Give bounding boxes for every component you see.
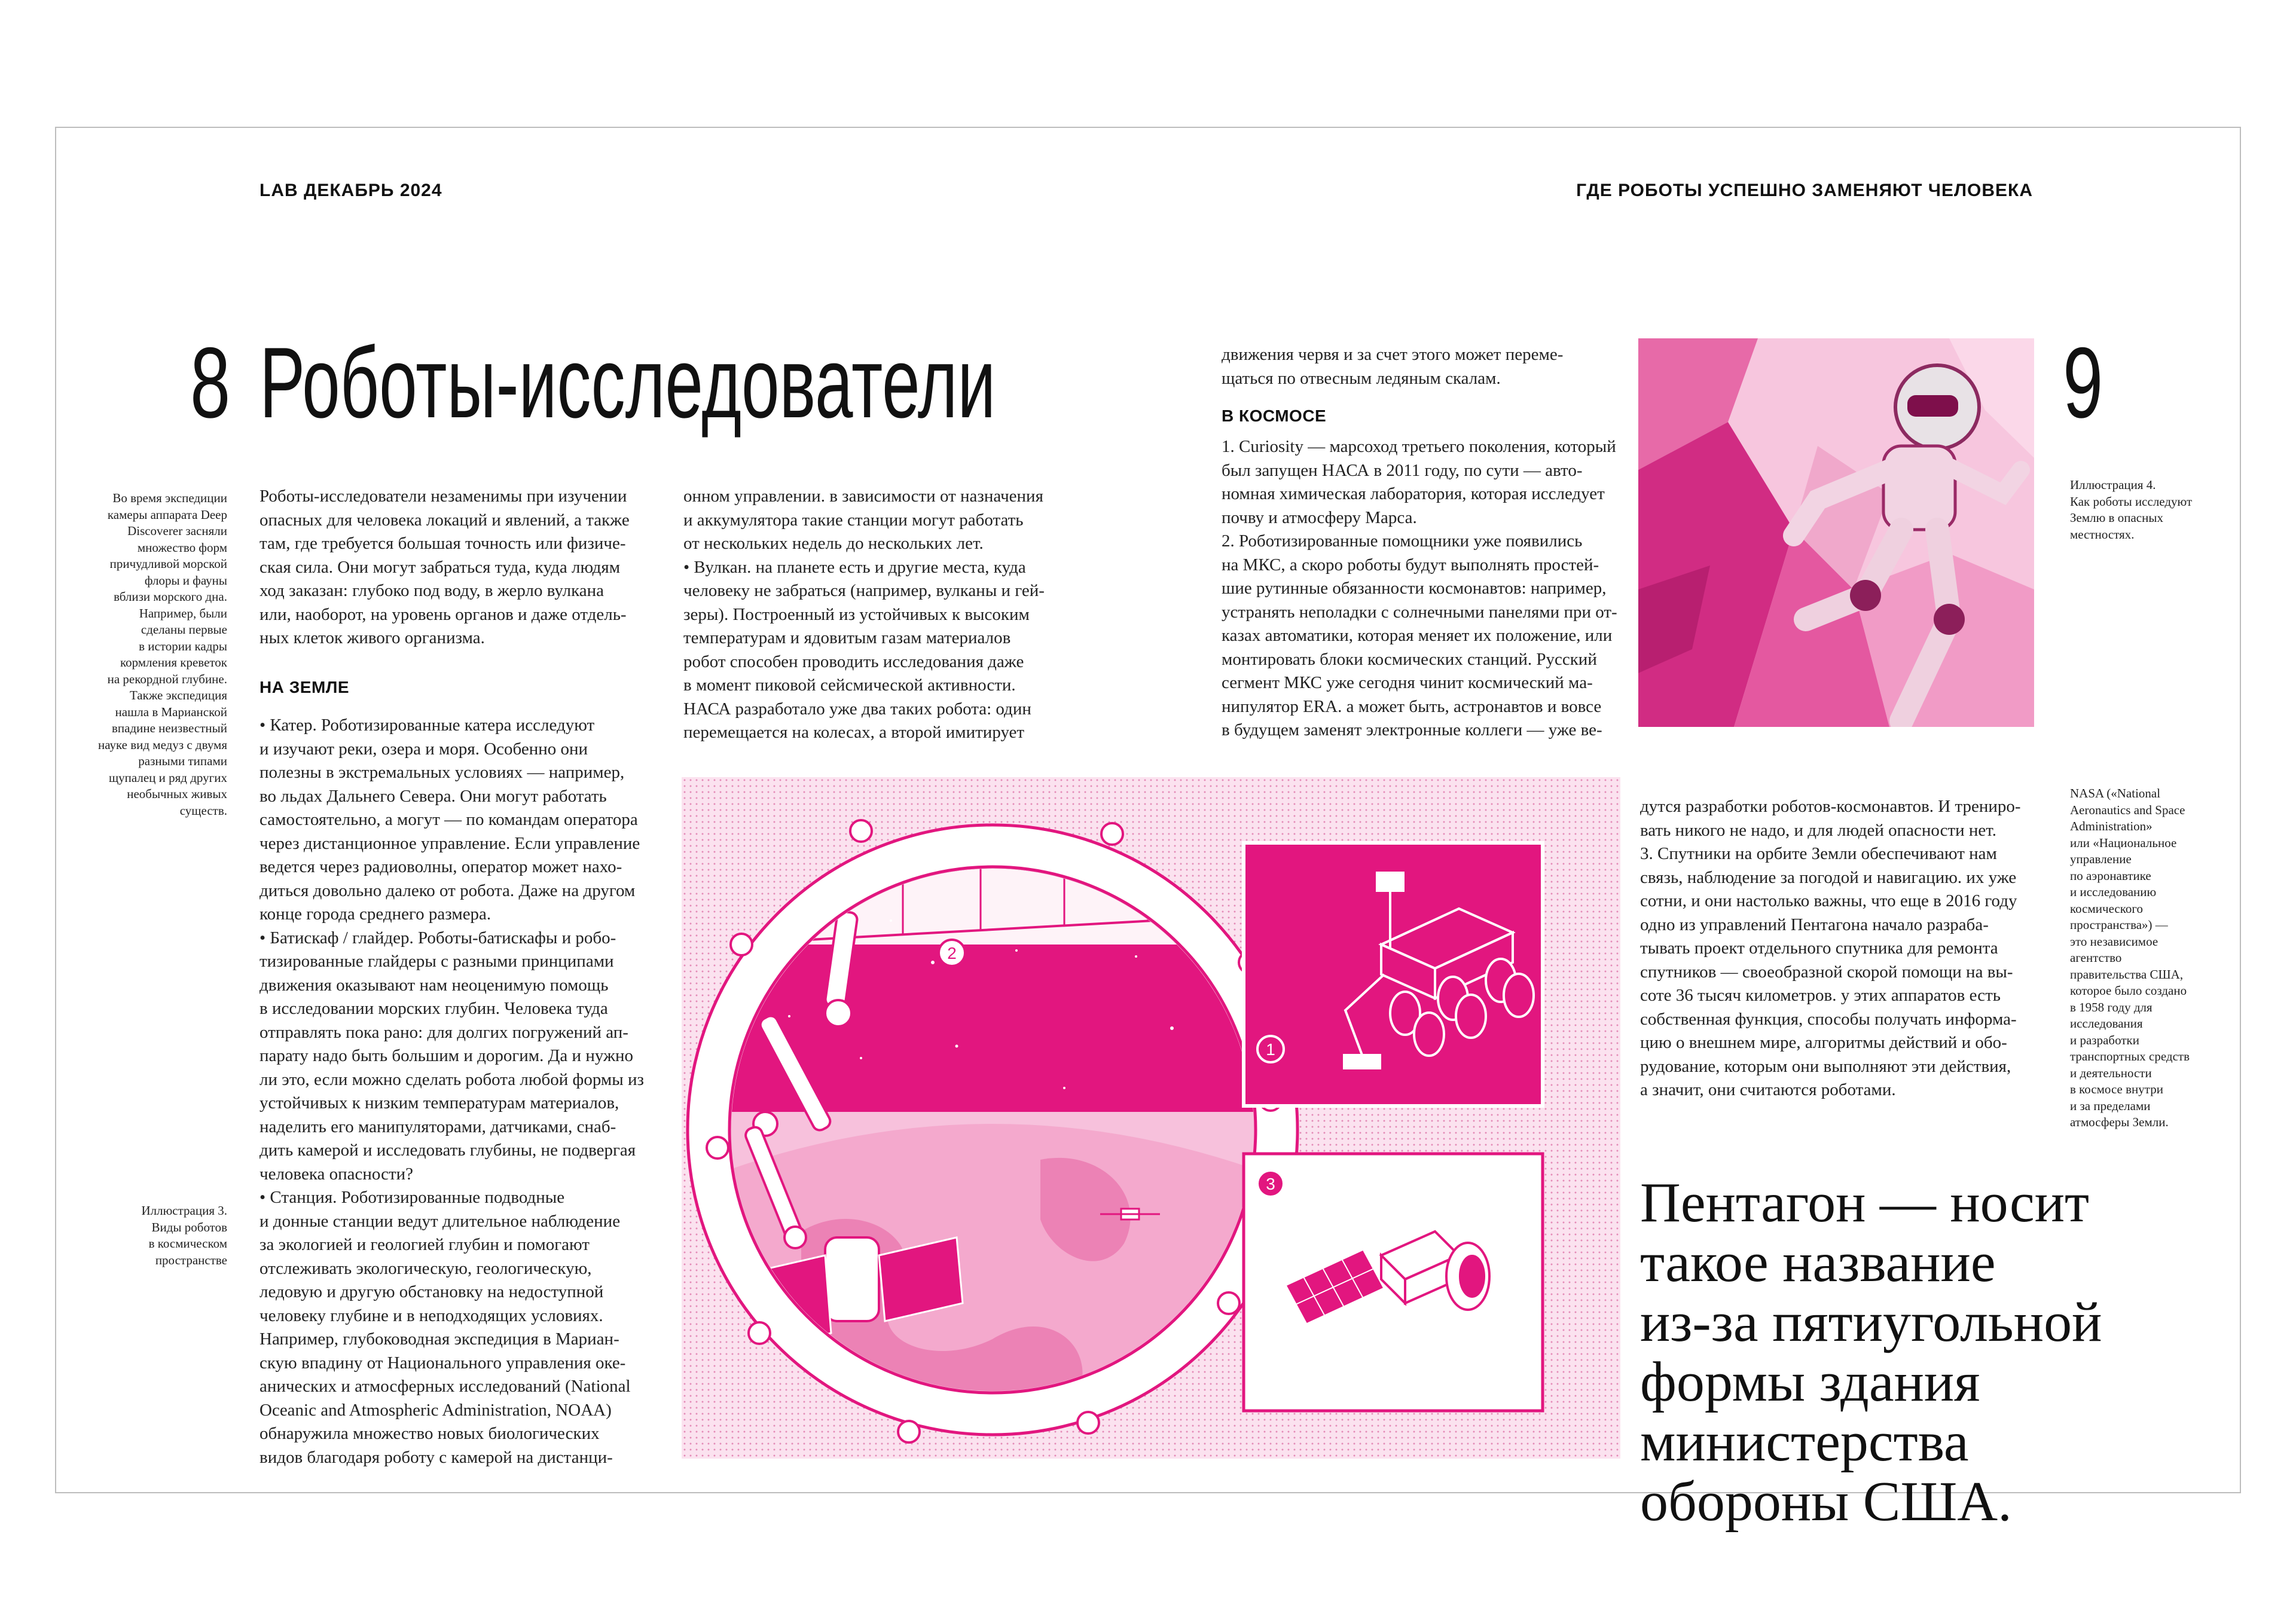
text-line: одно из управлений Пентагона начало разраба- [1640,915,1989,934]
caption-line: в космическом [148,1236,227,1251]
caption-line: Aeronautics and Space [2070,802,2185,817]
text-line: 3. Спутники на орбите Земли обеспечивают нам [1640,844,1997,863]
caption-line: местностях. [2070,527,2135,542]
issue-label: LAB ДЕКАБРЬ 2024 [259,181,442,200]
caption-line: флоры и фауны [144,573,227,588]
text-line: дить камерой и исследовать глубины, не подвергая [259,1141,636,1160]
text-line: парату надо быть большим и дорогим. Да и нужно [259,1046,634,1065]
text-line: ская сила. Они могут забраться туда, куда людям [259,557,621,577]
caption-line: которое было создано [2070,983,2187,998]
caption-line: это независимое [2070,934,2158,949]
caption-line: управление [2070,852,2132,866]
quote-line: Пентагон — носит [1640,1172,2090,1234]
text-line: связь, наблюдение за погодой и навигацию. их уже [1640,867,2017,887]
text-line: 1. Curiosity — марсоход третьего поколения, который [1222,437,1616,456]
caption-line: и за пределами [2070,1098,2151,1113]
caption-line: NASA («National [2070,786,2161,800]
text-line: цию о внешнем мире, алгоритмы действий и обо- [1640,1033,2007,1052]
caption-line: в 1958 году для [2070,1000,2152,1014]
caption-line: множество форм [137,540,227,555]
caption-line: атмосферы Земли. [2070,1115,2169,1129]
text-line: анических и атмосферных исследований (National [259,1377,631,1396]
text-line: диться довольно далеко от робота. Даже на другом [259,881,636,900]
text-line: конце города среднего размера. [259,904,491,924]
text-line: • Катер. Роботизированные катера исследуют [259,716,595,735]
text-line: вать никого не надо, и для людей опасности нет. [1640,820,1997,840]
text-line: нипулятор ERA. а может быть, астронавтов и вовсе [1222,696,1602,716]
text-line: собственная функция, способы получать информа- [1640,1009,2017,1029]
earth-robots-text [259,714,666,1469]
text-line: полезны в экстремальных условиях — например, [259,763,625,782]
text-line: ведется через радиоволны, оператор может нахо- [259,857,622,876]
text-line: за экологией и геологией глубин и помогают [259,1235,590,1254]
caption-line: пространстве [155,1252,227,1267]
caption-line: впадине неизвестный [111,721,227,735]
label-rover: 1 [1266,1040,1275,1059]
text-line: сегмент МКС уже сегодня чинит космический ма- [1222,673,1593,692]
caption-line: причудливой морской [109,557,227,571]
text-line: Роботы-исследователи незаменимы при изучении [259,487,627,506]
caption-line: необычных живых [127,787,227,801]
caption-line: космического [2070,901,2143,916]
text-line: отслеживать экологическую, геологическую, [259,1258,592,1278]
text-line: температурам и ядовитым газам материалов [683,628,1011,647]
caption-line: существ. [179,803,227,818]
text-line: • Батискаф / глайдер. Роботы-батискафы и робо- [259,928,616,947]
text-line: и изучают реки, озера и моря. Особенно они [259,739,588,759]
space-robots-text [1222,435,1640,742]
text-line: сотни, и они настолько важны, что еще в 2016 году [1640,891,2017,910]
caption-line: пространства») — [2070,918,2168,932]
text-line: Например, глубоководная экспедиция в Мариан- [259,1329,619,1349]
quote-line: такое название [1640,1231,1996,1294]
text-line: ли это, если можно сделать робота любой формы из [259,1069,644,1089]
quote-line: формы здания [1640,1351,1980,1413]
quote-line: обороны США. [1640,1471,2012,1533]
pull-quote [1640,1173,2102,1532]
text-line: был запущен НАСА в 2011 году, по сути — авто- [1222,460,1583,480]
caption-line: и исследованию [2070,885,2157,899]
satellites-text [1640,795,2047,1102]
caption-line: или «Национальное [2070,835,2177,850]
text-line: наделить его манипуляторами, датчиками, снаб- [259,1117,616,1136]
caption-line: Administration» [2070,819,2152,833]
text-line: там, где требуется большая точность или физиче- [259,534,626,553]
text-line: а значит, они считаются роботами. [1640,1080,1896,1099]
text-line: самостоятельно, а могут — по командам оператора [259,810,638,829]
text-line: человеку не забраться (например, вулканы и гей- [683,581,1045,600]
section-label: ГДЕ РОБОТЫ УСПЕШНО ЗАМЕНЯЮТ ЧЕЛОВЕКА [1576,181,2033,200]
continuation-text [1222,343,1640,390]
text-line: ход заказан: глубоко под воду, в жерло вулкана [259,581,604,600]
caption-line: Discoverer засняли [127,524,227,538]
caption-line: нашла в Марианской [115,704,227,719]
text-line: в исследовании морских глубин. Человека туда [259,999,608,1018]
heading-on-earth: НА ЗЕМЛЕ [259,678,350,696]
page-number-left: 8 [190,326,231,439]
text-line: казах автоматики, которая меняет их положение, или [1222,626,1613,645]
text-line: и донные станции ведут длительное наблюдение [259,1211,621,1231]
text-line: устранять неполадки с солнечными панелями при от- [1222,602,1617,622]
text-line: почву и атмосферу Марса. [1222,508,1417,527]
text-line: спутников — своеобразной скорой помощи на вы- [1640,962,2013,982]
caption-line: транспортных средств [2070,1049,2190,1063]
text-line: номная химическая лаборатория, которая исследует [1222,484,1605,503]
text-line: ных клеток живого организма. [259,628,485,647]
text-line: человеку глубине и в неподходящих условиях. [259,1306,603,1325]
text-line: устойчивых к низким температурам материалов, [259,1093,619,1112]
text-line: рудование, которым они выполняют эти действия, [1640,1056,2011,1076]
text-line: скую впадину от Национального управления оке- [259,1353,626,1373]
caption-line: Также экспедиция [130,688,227,702]
caption-line: вблизи морского дна. [114,589,227,604]
page-number-right: 9 [2063,326,2103,439]
text-line: щаться по отвесным ледяным скалам. [1222,368,1501,388]
caption-line: науке вид медуз с двумя [97,737,227,752]
caption-line: кормления креветок [120,655,227,670]
text-line: в будущем заменят электронные коллеги — уже ве- [1222,720,1602,739]
quote-line: из-за пятиугольной [1640,1291,2102,1353]
intro-paragraph [259,485,666,650]
caption-line: и разработки [2070,1032,2139,1047]
caption-line: Землю в опасных [2070,511,2163,525]
caption-line: в космосе внутри [2070,1082,2163,1096]
caption-line: в истории кадры [139,638,227,653]
robot-climber-photo [1638,338,2034,727]
text-line: через дистанционное управление. Если управление [259,833,640,853]
text-line: видов благодаря роботу с камерой на дистанци- [259,1447,613,1467]
heading-in-space: В КОСМОСЕ [1222,406,1327,425]
volcano-text [683,485,1102,745]
caption-line: исследования [2070,1016,2143,1031]
text-line: НАСА разработало уже два таких робота: один [683,699,1031,719]
text-line: человека опасности? [259,1164,414,1184]
text-line: ледовую и другую обстановку на недоступной [259,1282,604,1301]
text-line: от нескольких недель до нескольких лет. [683,534,984,553]
text-line: обнаружила множество новых биологических [259,1424,600,1443]
caption-line: Например, были [139,606,227,621]
text-line: тывать проект отдельного спутника для ремонта [1640,939,1998,958]
caption-line: агентство [2070,950,2122,965]
text-line: шие рутинные обязанности космонавтов: например, [1222,579,1607,598]
text-line: отправлять пока рано: для долгих погружений ап- [259,1022,628,1042]
text-line: 2. Роботизированные помощники уже появились [1222,531,1583,551]
quote-line: министерства [1640,1411,1969,1473]
caption-line: и деятельности [2070,1065,2152,1080]
text-line: дутся разработки роботов-космонавтов. И трениро- [1640,797,2021,816]
text-line: Oceanic and Atmospheric Administration, NOAA) [259,1400,612,1420]
caption-illustration-3 [78,1203,227,1269]
text-line: движения червя и за счет этого может переме- [1222,345,1564,364]
caption-line: Иллюстрация 3. [141,1203,227,1218]
caption-line: Во время экспедиции [112,491,227,505]
caption-illustration-4 [2070,477,2208,543]
label-satellite: 3 [1266,1175,1275,1193]
text-line: или, наоборот, на уровень органов и даже отдель- [259,604,627,624]
text-line: • Станция. Роботизированные подводные [259,1188,565,1207]
caption-line: по аэронавтике [2070,868,2151,883]
caption-line: на рекордной глубине. [107,671,227,686]
label-arm: 2 [947,944,957,962]
caption-line: Виды роботов [151,1219,227,1234]
sidebar-caption-expedition [78,490,227,819]
caption-line: камеры аппарата Deep [107,507,227,522]
text-line: зеры). Построенный из устойчивых к высоким [683,604,1030,624]
caption-line: щупалец и ряд других [108,770,227,785]
text-line: • Вулкан. на планете есть и другие места, куда [683,557,1026,577]
text-line: перемещается на колесах, а второй имитирует [683,723,1025,742]
text-line: монтировать блоки космических станций. Русский [1222,649,1597,669]
text-line: опасных для человека локаций и явлений, а также [259,510,630,530]
text-line: и аккумулятора такие станции могут работать [683,510,1024,530]
text-line: соте 36 тысяч километров. у этих аппаратов есть [1640,986,2001,1005]
text-line: онном управлении. в зависимости от назначения [683,487,1043,506]
illustration-drawing [682,777,1620,1459]
caption-line: сделаны первые [141,622,227,637]
sidebar-nasa-note [2070,785,2208,1131]
caption-line: Иллюстрация 4. [2070,478,2156,492]
text-line: во льдах Дальнего Севера. Они могут работать [259,786,607,806]
caption-line: разными типами [138,754,227,768]
text-line: движения оказывают нам неоценимую помощь [259,975,609,995]
caption-line: правительства США, [2070,967,2184,982]
caption-line: Как роботы исследуют [2070,494,2193,509]
page-title: Роботы-исследователи [259,326,996,439]
text-line: на МКС, а скоро роботы будут выполнять простей- [1222,555,1599,574]
text-line: робот способен проводить исследования даже [683,652,1024,671]
text-line: тизированные глайдеры с разными принципами [259,952,614,971]
text-line: в момент пиковой сейсмической активности. [683,676,1016,695]
